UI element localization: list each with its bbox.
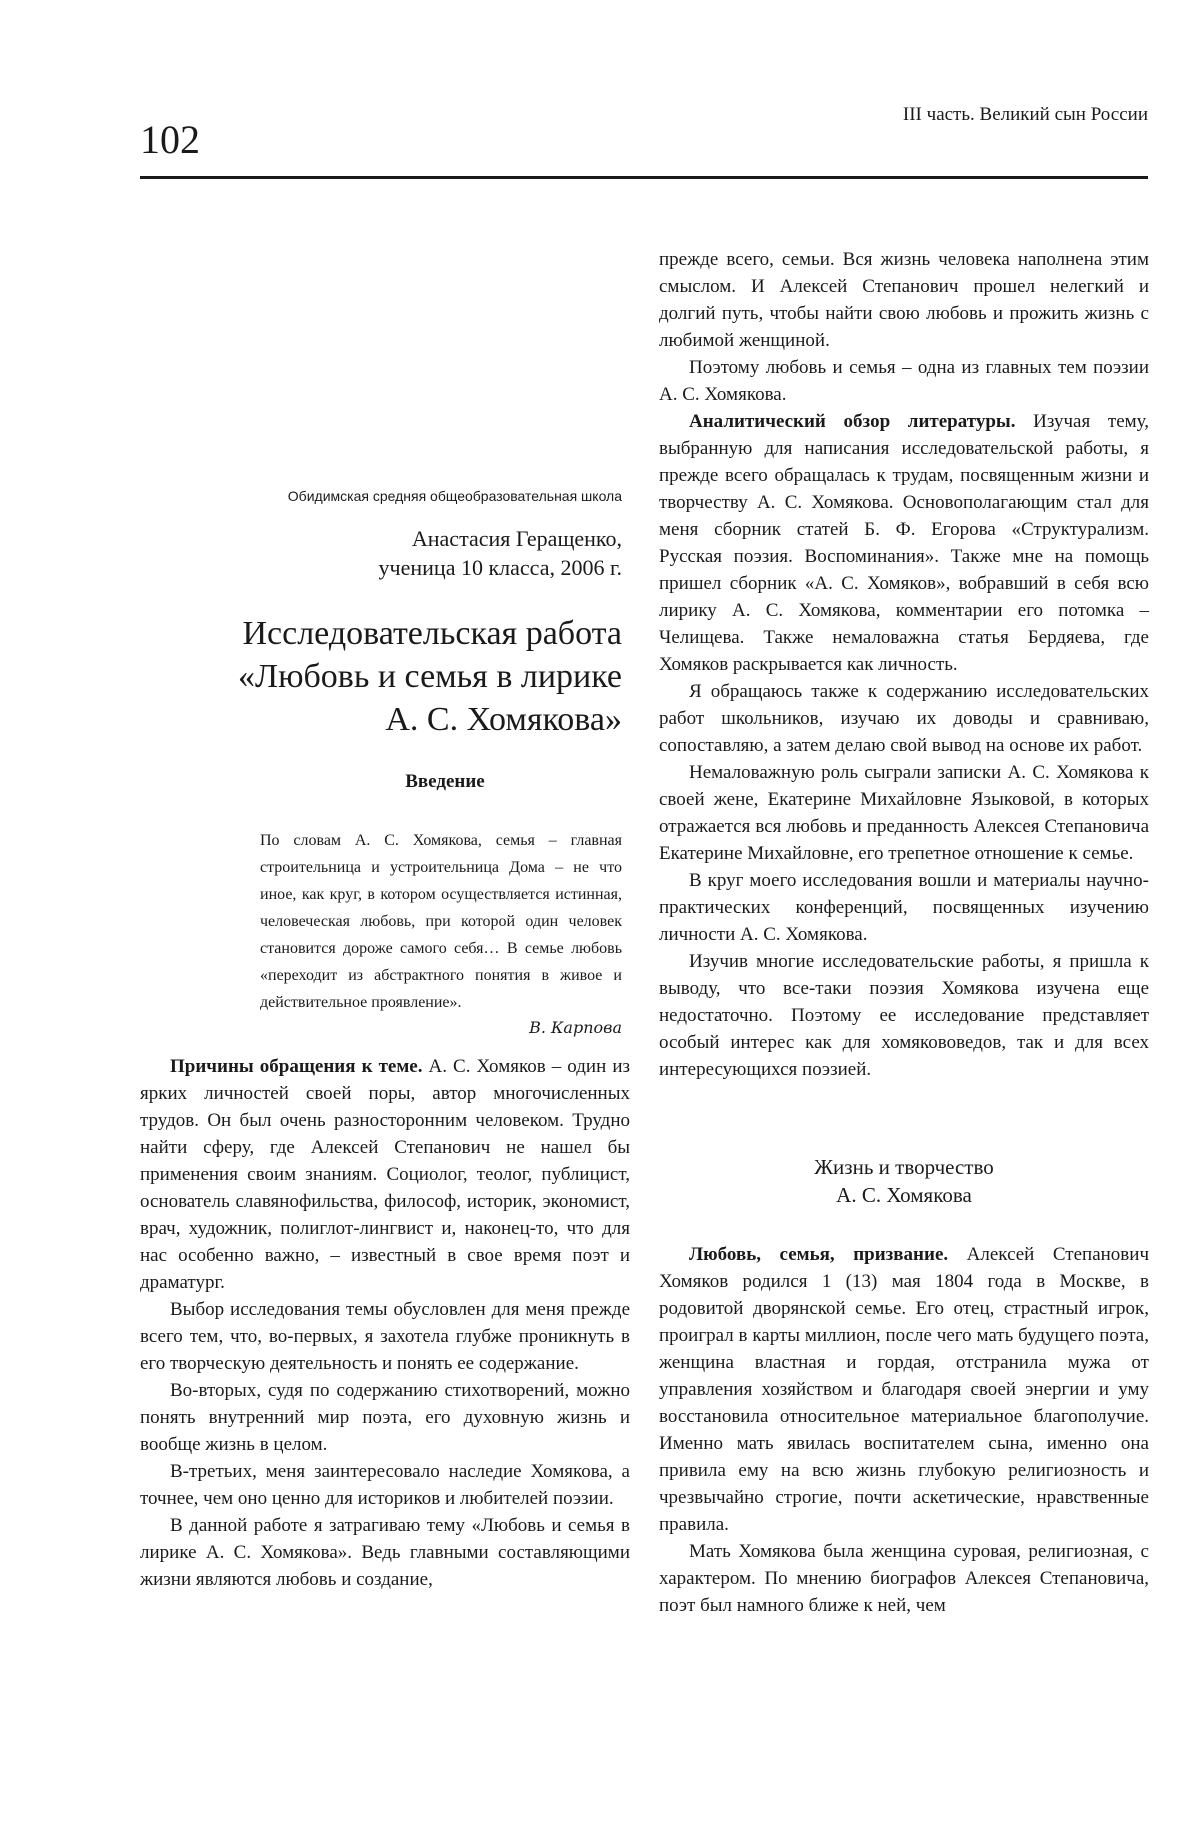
- paragraph: Выбор исследования темы обусловлен для меня прежде всего тем, что, во-первых, я захотела глубже проникнуть в его творческую деятельность и понять ее содержание.: [140, 1299, 630, 1374]
- paragraph-lead: Любовь, семья, призвание.: [689, 1244, 949, 1265]
- right-column: [659, 246, 1149, 1619]
- header-rule: [140, 176, 1148, 179]
- paragraph: прежде всего, семьи. Вся жизнь человека наполнена этим смыслом. И Алексей Степанович прошел нелегкий и долгий путь, чтобы найти свою любовь и прожить жизнь с любимой женщиной.: [659, 249, 1149, 351]
- paragraph: [659, 408, 1149, 678]
- paragraph: Поэтому любовь и семья – одна из главных тем поэзии А. С. Хомякова.: [659, 357, 1149, 405]
- paragraph: Изучив многие исследовательские работы, я пришла к выводу, что все-таки поэзия Хомякова изучена еще недостаточно. Поэтому ее исследование представляет особый интерес как для хомякововедов, так и для всех интересующихся поэзией.: [659, 951, 1149, 1080]
- paragraph: Немаловажную роль сыграли записки А. С. Хомякова к своей жене, Екатерине Михайловне Языковой, в которых отражается вся любовь и преданность Алексея Степановича Екатерине Михайловне, его трепетное отношение к семье.: [659, 762, 1149, 864]
- paragraph: Во-вторых, судя по содержанию стихотворений, можно понять внутренний мир поэта, его духовную жизнь и вообще жизнь в целом.: [140, 1380, 630, 1455]
- article-title: [140, 612, 622, 741]
- paragraph-text: Алексей Степанович Хомяков родился 1 (13) мая 1804 года в Москве, в родовитой дворянской семье. Его отец, страстный игрок, проиграл в карты миллион, после чего мать будущего поэта, женщина властная и гордая, отстранила мужа от управления хозяйством и благодаря своей энергии и уму восстановила относительное материальное благополучие. Именно мать явилась воспитателем сына, именно она привила ему на всю жизнь глубокую религиозность и чрезвычайно строгие, почти аскетические, нравственные правила.: [659, 1244, 1149, 1535]
- school-name: Обидимская средняя общеобразовательная школа: [287, 488, 622, 504]
- paragraph: Мать Хомякова была женщина суровая, религиозная, с характером. По мнению биографов Алексея Степановича, поэт был намного ближе к ней, чем: [659, 1541, 1149, 1616]
- intro-heading: Введение: [405, 771, 485, 792]
- title-line-1: Исследовательская работа: [242, 615, 622, 652]
- running-head: III часть. Великий сын России: [902, 104, 1148, 125]
- paragraph: [140, 1053, 630, 1296]
- section-heading-line-2: А. С. Хомякова: [836, 1183, 972, 1207]
- author-class: ученица 10 класса, 2006 г.: [378, 555, 622, 580]
- epigraph-author: В. Карпова: [529, 1018, 622, 1037]
- left-column: [140, 488, 630, 1593]
- paragraph: В круг моего исследования вошли и материалы научно-практических конференций, посвященных изучению личности А. С. Хомякова.: [659, 870, 1149, 945]
- epigraph: По словам А. С. Хомякова, семья – главная строительница и устроительница Дома – не что иное, как круг, в котором осуществляется истинная, человеческая любовь, при которой один человек становится дороже самого себя… В семье любовь «переходит из абстрактного понятия в живое и действительное проявление».: [260, 832, 622, 1011]
- section-heading-line-1: Жизнь и творчество: [814, 1155, 994, 1179]
- paragraph-text: А. С. Хомяков – один из ярких личностей своей поры, автор многочисленных трудов. Он был очень разносторонним человеком. Трудно найти сферу, где Алексей Степанович не нашел бы применения своим знаниям. Социолог, теолог, публицист, основатель славянофильства, философ, историк, экономист, врач, художник, полиглот-лингвист и, наконец-то, что для нас особенно важно, – известный в свое время поэт и драматург.: [140, 1056, 630, 1293]
- title-line-3: А. С. Хомякова»: [385, 701, 622, 738]
- title-line-2: «Любовь и семья в лирике: [238, 658, 622, 695]
- paragraph-lead: Причины обращения к теме.: [170, 1056, 423, 1077]
- paragraph: В-третьих, меня заинтересовало наследие Хомякова, а точнее, чем оно ценно для историков и любителей поэзии.: [140, 1461, 630, 1509]
- paragraph-lead: Аналитический обзор литературы.: [689, 411, 1016, 432]
- section-heading: [659, 1153, 1149, 1209]
- page-number: 102: [140, 117, 200, 162]
- paragraph-text: Изучая тему, выбранную для написания исследовательской работы, я прежде всего обращалась к трудам, посвященным жизни и творчеству А. С. Хомякова. Основополагающим стал для меня сборник статей Б. Ф. Егорова «Структурализм. Русская поэзия. Воспоминания». Также мне на помощь пришел сборник «А. С. Хомяков», вобравший в себя всю лирику А. С. Хомякова, комментарии его потомка – Челищева. Также немаловажна статья Бердяева, где Хомяков раскрывается как личность.: [659, 411, 1149, 675]
- page-header: [140, 88, 1148, 180]
- paragraph: В данной работе я затрагиваю тему «Любовь и семья в лирике А. С. Хомякова». Ведь главными составляющими жизни являются любовь и создание,: [140, 1515, 630, 1590]
- paragraph: Я обращаюсь также к содержанию исследовательских работ школьников, изучаю их доводы и сравниваю, сопоставляю, а затем делаю свой вывод на основе их работ.: [659, 681, 1149, 756]
- author-name: Анастасия Геращенко,: [411, 526, 622, 551]
- paragraph: [659, 1241, 1149, 1538]
